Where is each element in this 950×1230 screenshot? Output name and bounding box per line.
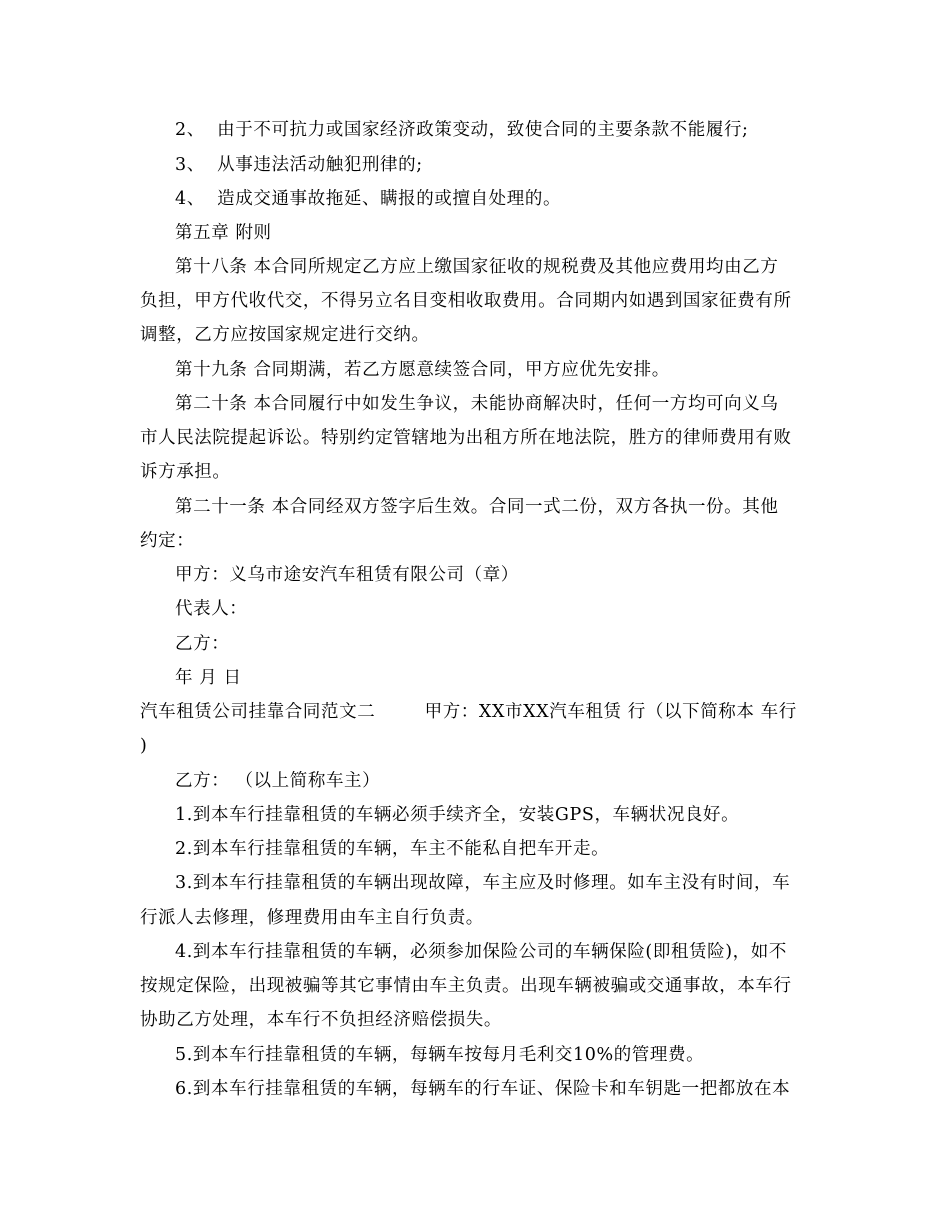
rule-6-line-1: 6.到本车行挂靠租赁的车辆，每辆车的行车证、保险卡和车钥匙一把都放在本 xyxy=(175,1079,791,1099)
rule-3-line-2: 行派人去修理，修理费用由车主自行负责。 xyxy=(140,908,484,928)
signature-date: 年 月 日 xyxy=(175,668,242,688)
sample-two-title-continued: ) xyxy=(140,736,148,756)
clause-item-4: 4、 造成交通事故拖延、瞒报的或擅自处理的。 xyxy=(175,189,562,209)
article-18-line-2: 负担，甲方代收代交，不得另立名目变相收取费用。合同期内如遇到国家征费有所 xyxy=(140,291,792,311)
rule-4-line-1: 4.到本车行挂靠租赁的车辆，必须参加保险公司的车辆保险(即租赁险)，如不 xyxy=(175,942,787,962)
party-a-signature: 甲方：义乌市途安汽车租赁有限公司（章） xyxy=(175,565,519,585)
article-20-line-1: 第二十条 本合同履行中如发生争议，未能协商解决时，任何一方均可向义乌 xyxy=(175,394,779,414)
representative-signature: 代表人： xyxy=(175,599,248,619)
rule-2: 2.到本车行挂靠租赁的车辆，车主不能私自把车开走。 xyxy=(175,839,610,859)
article-18-line-3: 调整，乙方应按国家规定进行交纳。 xyxy=(140,325,430,345)
rule-4-line-2: 按规定保险，出现被骗等其它事情由车主负责。出现车辆被骗或交通事故，本车行 xyxy=(140,976,792,996)
rule-3-line-1: 3.到本车行挂靠租赁的车辆出现故障，车主应及时修理。如车主没有时间，车 xyxy=(175,873,791,893)
rule-4-line-3: 协助乙方处理，本车行不负担经济赔偿损失。 xyxy=(140,1010,502,1030)
clause-item-3: 3、 从事违法活动触犯刑律的; xyxy=(175,155,423,175)
rule-1: 1.到本车行挂靠租赁的车辆必须手续齐全，安装GPS，车辆状况良好。 xyxy=(175,805,740,825)
party-b-signature: 乙方： xyxy=(175,634,230,654)
article-20-line-3: 诉方承担。 xyxy=(140,462,231,482)
article-21-line-2: 约定： xyxy=(140,531,195,551)
clause-item-2: 2、 由于不可抗力或国家经济政策变动，致使合同的主要条款不能履行; xyxy=(175,120,749,140)
article-18-line-1: 第十八条 本合同所规定乙方应上缴国家征收的规税费及其他应费用均由乙方 xyxy=(175,257,779,277)
party-b-line: 乙方： （以上简称车主） xyxy=(175,771,381,791)
article-20-line-2: 市人民法院提起诉讼。特别约定管辖地为出租方所在地法院，胜方的律师费用有败 xyxy=(140,428,792,448)
article-21-line-1: 第二十一条 本合同经双方签字后生效。合同一式二份，双方各执一份。其他 xyxy=(175,497,779,517)
sample-two-title: 汽车租赁公司挂靠合同范文二 甲方：XX市XX汽车租赁 行（以下简称本 车行 xyxy=(140,702,797,722)
rule-5: 5.到本车行挂靠租赁的车辆，每辆车按每月毛利交10%的管理费。 xyxy=(175,1045,705,1065)
article-19: 第十九条 合同期满，若乙方愿意续签合同，甲方应优先安排。 xyxy=(175,360,670,380)
chapter-heading: 第五章 附则 xyxy=(175,223,272,243)
